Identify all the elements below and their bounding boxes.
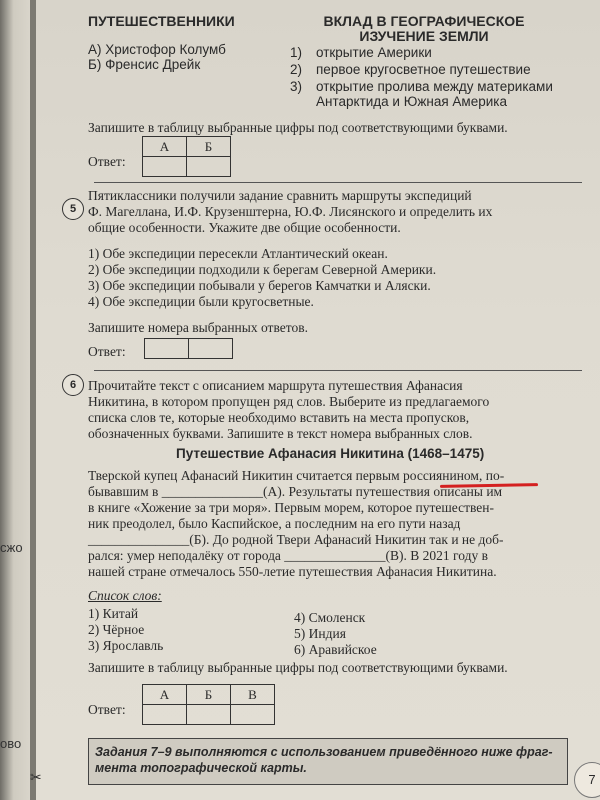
word-list-title: Список слов:	[88, 588, 162, 603]
passage-line: бывавшим в _______________(А). Результаты путешествия описаны им	[88, 484, 503, 499]
word-item: 4) Смоленск	[294, 610, 366, 625]
question-number: 5	[62, 198, 84, 220]
answer-cell-v[interactable]	[231, 705, 275, 725]
page-number: 7	[574, 762, 600, 798]
passage-line: Тверской купец Афанасий Никитин считается первым россиянином, по-	[88, 468, 505, 483]
q5-answer-table	[144, 338, 233, 359]
q5-option: 4) Обе экспедиции были кругосветные.	[88, 294, 314, 309]
answer-label: Ответ:	[88, 154, 126, 169]
q5-instruction: Запишите номера выбранных ответов.	[88, 320, 308, 335]
word-item: 6) Аравийское	[294, 642, 377, 657]
contrib-num: 3)	[290, 79, 303, 94]
q5-option: 2) Обе экспедиции подходили к берегам Северной Америки.	[88, 262, 437, 277]
table-header-v: В	[231, 685, 275, 705]
q6-instruction: Запишите в таблицу выбранные цифры под соответствующими буквами.	[88, 660, 508, 675]
word-item: 1) Китай	[88, 606, 139, 621]
contrib-num: 1)	[290, 45, 303, 60]
answer-cell-a[interactable]	[143, 157, 187, 177]
passage-line: в книге «Хожение за три моря». Первым морем, которое путешествен-	[88, 500, 494, 515]
q4-answer-table	[142, 136, 231, 177]
answer-cell-b[interactable]	[187, 705, 231, 725]
traveller-item: А) Христофор Колумб	[88, 42, 226, 57]
q5-prompt-line: Ф. Магеллана, И.Ф. Крузенштерна, Ю.Ф. Лисянского и определить их	[88, 204, 493, 219]
q6-prompt-line: Никитина, в котором пропущен ряд слов. Выберите из предлагаемого	[88, 394, 490, 409]
passage-title: Путешествие Афанасия Никитина (1468–1475)	[176, 446, 485, 461]
q5-option: 1) Обе экспедиции пересекли Атлантический океан.	[88, 246, 388, 261]
contrib-item: открытие Америки	[316, 45, 432, 60]
col-contrib-header: ВКЛАД В ГЕОГРАФИЧЕСКОЕ	[323, 13, 525, 29]
answer-cell-2[interactable]	[189, 339, 233, 359]
table-header-a: А	[143, 137, 187, 157]
contrib-item: открытие пролива между материками	[316, 79, 553, 94]
word-item: 3) Ярославль	[88, 638, 164, 653]
q6-prompt-line: Прочитайте текст с описанием маршрута путешествия Афанасия	[88, 378, 463, 393]
scissors-icon: ✂	[30, 771, 42, 786]
passage-line: рался: умер неподалёку от города _______________(В). В 2021 году в	[88, 548, 488, 563]
answer-label: Ответ:	[88, 702, 126, 717]
passage-line: _______________(Б). До родной Твери Афанасий Никитин так и не доб-	[88, 532, 504, 547]
note-line: мента топографической карты.	[95, 761, 307, 775]
contrib-item: Антарктида и Южная Америка	[316, 94, 507, 109]
adjacent-page-text: сжо	[0, 540, 23, 555]
table-header-b: Б	[187, 137, 231, 157]
divider	[94, 370, 582, 371]
question-number: 6	[62, 374, 84, 396]
note-line: Задания 7–9 выполняются с использованием приведённого ниже фраг-	[95, 745, 553, 759]
table-header-a: А	[143, 685, 187, 705]
table-header-b: Б	[187, 685, 231, 705]
q5-prompt-line: общие особенности. Укажите две общие особенности.	[88, 220, 401, 235]
q5-option: 3) Обе экспедиции побывали у берегов Камчатки и Аляски.	[88, 278, 431, 293]
answer-cell-b[interactable]	[187, 157, 231, 177]
col-contrib-header: ИЗУЧЕНИЕ ЗЕМЛИ	[359, 28, 489, 44]
q5-prompt-line: Пятиклассники получили задание сравнить маршруты экспедиций	[88, 188, 472, 203]
q6-prompt-line: обозначенных буквами. Запишите в текст номера выбранных слов.	[88, 426, 473, 441]
adjacent-page-edge	[0, 0, 30, 800]
next-tasks-note	[88, 738, 568, 785]
q6-answer-table	[142, 684, 275, 725]
q6-prompt-line: списка слов те, которые необходимо вставить на места пропусков,	[88, 410, 470, 425]
contrib-item: первое кругосветное путешествие	[316, 62, 531, 77]
answer-cell-1[interactable]	[145, 339, 189, 359]
contrib-num: 2)	[290, 62, 303, 77]
word-item: 5) Индия	[294, 626, 346, 641]
workbook-page	[30, 0, 600, 800]
traveller-item: Б) Френсис Дрейк	[88, 57, 201, 72]
answer-cell-a[interactable]	[143, 705, 187, 725]
col-travellers-header: ПУТЕШЕСТВЕННИКИ	[88, 13, 235, 29]
divider	[94, 182, 582, 183]
word-item: 2) Чёрное	[88, 622, 145, 637]
q4-instruction: Запишите в таблицу выбранные цифры под соответствующими буквами.	[88, 120, 508, 135]
adjacent-page-text: ово	[0, 736, 22, 751]
passage-line: нашей стране отмечалось 550-летие путешествия Афанасия Никитина.	[88, 564, 497, 579]
answer-label: Ответ:	[88, 344, 126, 359]
passage-line: ник преодолел, было Каспийское, а последним на его пути назад	[88, 516, 461, 531]
